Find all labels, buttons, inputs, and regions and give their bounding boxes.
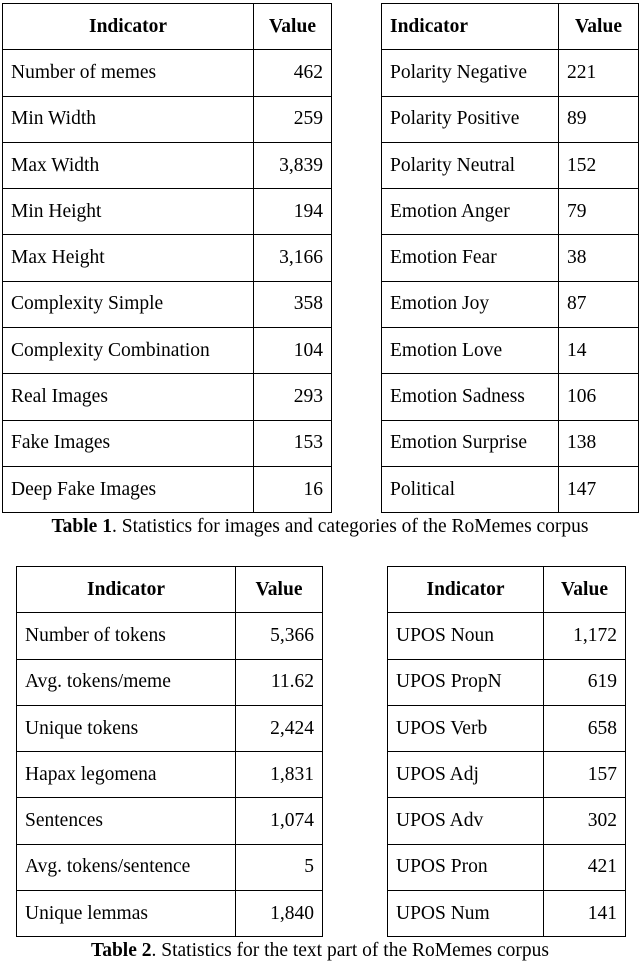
table2-caption-text: . Statistics for the text part of the RoMemes corpus xyxy=(151,940,550,961)
header-value: Value xyxy=(254,4,332,50)
header-indicator: Indicator xyxy=(388,567,544,613)
table-row xyxy=(388,798,626,844)
indicator-cell: Min Height xyxy=(3,189,254,235)
table-row xyxy=(17,659,323,705)
table-row xyxy=(3,189,332,235)
table-row xyxy=(3,281,332,327)
table-row xyxy=(382,142,639,188)
table1-caption-text: . Statistics for images and categories of the RoMemes corpus xyxy=(111,516,589,537)
table-row xyxy=(382,374,639,420)
header-indicator: Indicator xyxy=(3,4,254,50)
value-cell: 87 xyxy=(559,281,639,327)
value-cell: 79 xyxy=(559,189,639,235)
indicator-cell: Emotion Fear xyxy=(382,235,559,281)
table-row xyxy=(382,328,639,374)
indicator-cell: Polarity Negative xyxy=(382,50,559,96)
value-cell: 5 xyxy=(236,844,323,890)
indicator-cell: Max Width xyxy=(3,142,254,188)
indicator-cell: Hapax legomena xyxy=(17,752,236,798)
value-cell: 1,074 xyxy=(236,798,323,844)
indicator-cell: Complexity Combination xyxy=(3,328,254,374)
indicator-cell: UPOS Pron xyxy=(388,844,544,890)
value-cell: 462 xyxy=(254,50,332,96)
value-cell: 1,831 xyxy=(236,752,323,798)
table-row xyxy=(17,798,323,844)
indicator-cell: Unique lemmas xyxy=(17,891,236,937)
table1-caption xyxy=(0,515,640,539)
value-cell: 293 xyxy=(254,374,332,420)
value-cell: 138 xyxy=(559,420,639,466)
table-row xyxy=(382,96,639,142)
value-cell: 141 xyxy=(544,891,626,937)
table-row xyxy=(388,705,626,751)
value-cell: 157 xyxy=(544,752,626,798)
indicator-cell: Polarity Positive xyxy=(382,96,559,142)
table1-caption-label: Table 1 xyxy=(51,516,112,537)
value-cell: 89 xyxy=(559,96,639,142)
indicator-cell: Avg. tokens/sentence xyxy=(17,844,236,890)
indicator-cell: Avg. tokens/meme xyxy=(17,659,236,705)
indicator-cell: Polarity Neutral xyxy=(382,142,559,188)
value-cell: 147 xyxy=(559,466,639,512)
value-cell: 358 xyxy=(254,281,332,327)
indicator-cell: Real Images xyxy=(3,374,254,420)
indicator-cell: UPOS Verb xyxy=(388,705,544,751)
table-row xyxy=(382,466,639,512)
table-row xyxy=(382,50,639,96)
table-row xyxy=(3,328,332,374)
value-cell: 16 xyxy=(254,466,332,512)
value-cell: 1,172 xyxy=(544,613,626,659)
table-row xyxy=(3,466,332,512)
indicator-cell: Emotion Anger xyxy=(382,189,559,235)
value-cell: 5,366 xyxy=(236,613,323,659)
table-row xyxy=(17,891,323,937)
table-row xyxy=(388,752,626,798)
indicator-cell: Emotion Love xyxy=(382,328,559,374)
table-row xyxy=(388,613,626,659)
indicator-cell: Sentences xyxy=(17,798,236,844)
table1-categories xyxy=(381,3,639,513)
table-row xyxy=(382,235,639,281)
header-indicator: Indicator xyxy=(17,567,236,613)
indicator-cell: Emotion Surprise xyxy=(382,420,559,466)
indicator-cell: UPOS Num xyxy=(388,891,544,937)
indicator-cell: Unique tokens xyxy=(17,705,236,751)
table-row xyxy=(388,891,626,937)
value-cell: 3,839 xyxy=(254,142,332,188)
table-row xyxy=(382,189,639,235)
table-row xyxy=(3,235,332,281)
value-cell: 106 xyxy=(559,374,639,420)
table-row xyxy=(3,142,332,188)
header-value: Value xyxy=(544,567,626,613)
header-value: Value xyxy=(236,567,323,613)
value-cell: 421 xyxy=(544,844,626,890)
value-cell: 302 xyxy=(544,798,626,844)
value-cell: 38 xyxy=(559,235,639,281)
value-cell: 152 xyxy=(559,142,639,188)
header-row xyxy=(3,4,332,50)
header-row xyxy=(382,4,639,50)
header-indicator: Indicator xyxy=(382,4,559,50)
indicator-cell: Number of tokens xyxy=(17,613,236,659)
value-cell: 3,166 xyxy=(254,235,332,281)
value-cell: 1,840 xyxy=(236,891,323,937)
indicator-cell: UPOS Adj xyxy=(388,752,544,798)
table2-caption-label: Table 2 xyxy=(90,940,152,961)
value-cell: 194 xyxy=(254,189,332,235)
value-cell: 11.62 xyxy=(236,659,323,705)
value-cell: 619 xyxy=(544,659,626,705)
table-row xyxy=(3,420,332,466)
table2-caption xyxy=(0,939,640,963)
indicator-cell: Number of memes xyxy=(3,50,254,96)
value-cell: 259 xyxy=(254,96,332,142)
indicator-cell: Political xyxy=(382,466,559,512)
table-row xyxy=(3,96,332,142)
table-row xyxy=(388,659,626,705)
indicator-cell: Deep Fake Images xyxy=(3,466,254,512)
table-row xyxy=(382,281,639,327)
value-cell: 2,424 xyxy=(236,705,323,751)
value-cell: 14 xyxy=(559,328,639,374)
table-row xyxy=(3,374,332,420)
indicator-cell: Max Height xyxy=(3,235,254,281)
table-row xyxy=(17,752,323,798)
table-row xyxy=(382,420,639,466)
header-value: Value xyxy=(559,4,639,50)
indicator-cell: Emotion Joy xyxy=(382,281,559,327)
indicator-cell: Min Width xyxy=(3,96,254,142)
header-row xyxy=(388,567,626,613)
value-cell: 104 xyxy=(254,328,332,374)
table-row xyxy=(17,844,323,890)
value-cell: 221 xyxy=(559,50,639,96)
value-cell: 658 xyxy=(544,705,626,751)
indicator-cell: UPOS PropN xyxy=(388,659,544,705)
table-row xyxy=(388,844,626,890)
indicator-cell: Complexity Simple xyxy=(3,281,254,327)
value-cell: 153 xyxy=(254,420,332,466)
table2-upos xyxy=(387,566,626,937)
table-row xyxy=(17,705,323,751)
indicator-cell: UPOS Adv xyxy=(388,798,544,844)
table-row xyxy=(3,50,332,96)
header-row xyxy=(17,567,323,613)
table-row xyxy=(17,613,323,659)
indicator-cell: UPOS Noun xyxy=(388,613,544,659)
table2-text-stats xyxy=(16,566,323,937)
table1-images xyxy=(2,3,332,513)
indicator-cell: Emotion Sadness xyxy=(382,374,559,420)
indicator-cell: Fake Images xyxy=(3,420,254,466)
